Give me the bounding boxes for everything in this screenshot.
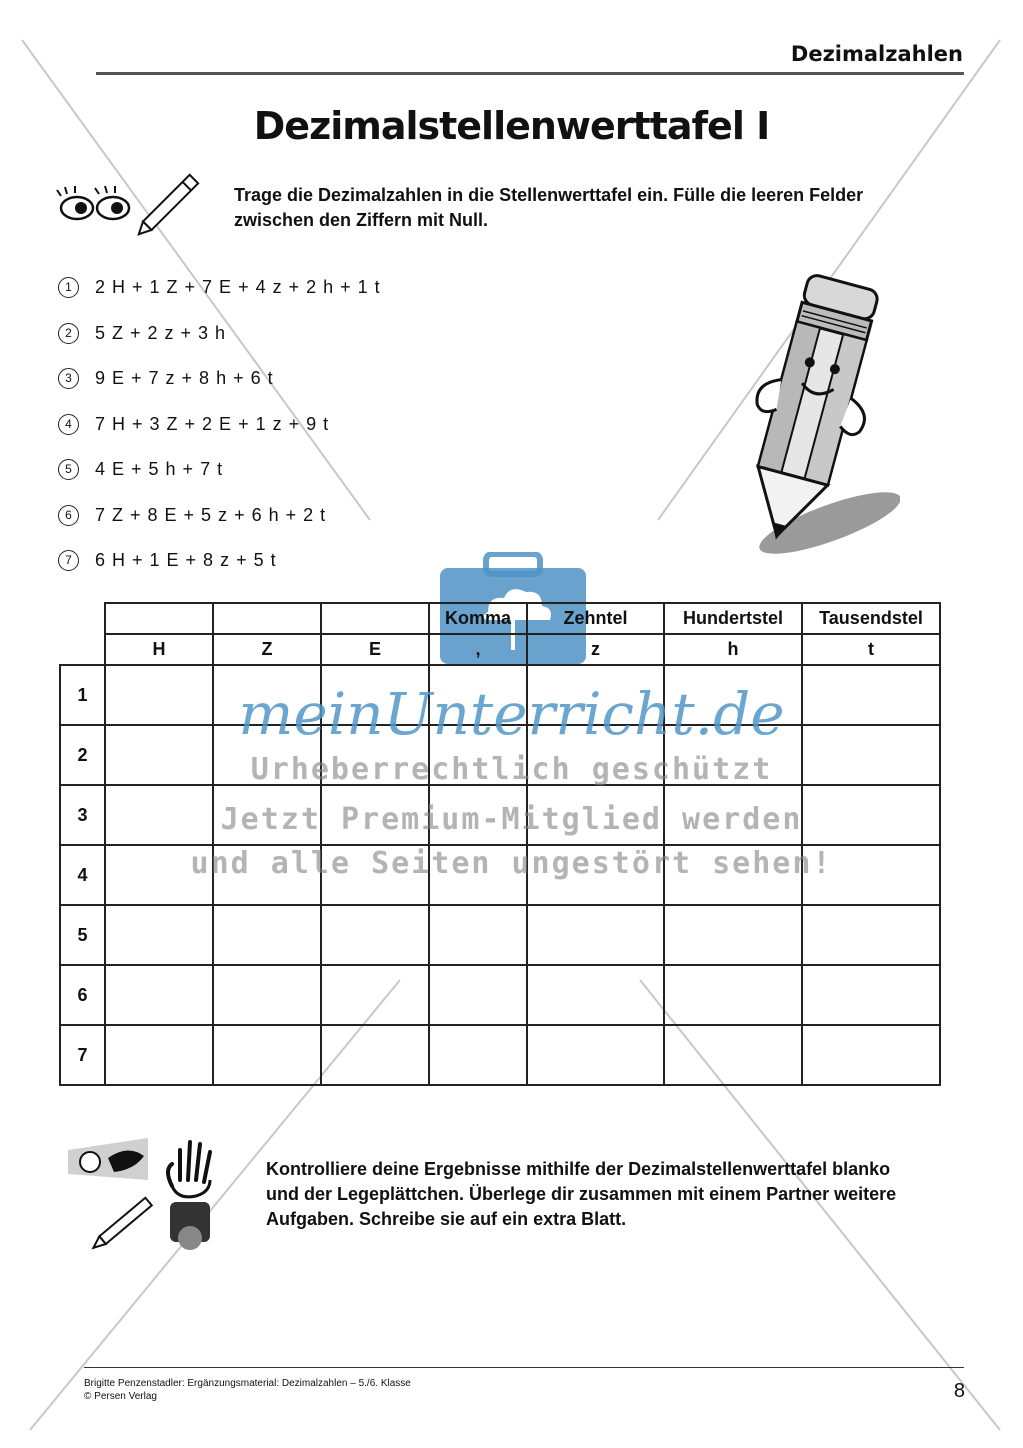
answer-cell[interactable] <box>321 1025 429 1085</box>
instruction-text-check: Kontrolliere deine Ergebnisse mithilfe der Dezimalstellenwerttafel blanko und der Legeplättchen. Überlege dir zusammen mit einem Partner weitere Aufgaben. Schreibe sie auf ein extra Blatt. <box>266 1159 897 1229</box>
row-label: 7 <box>60 1025 105 1085</box>
answer-cell[interactable] <box>429 725 527 785</box>
task-item <box>58 505 326 526</box>
column-header-cell: h <box>664 634 802 665</box>
answer-cell[interactable] <box>213 725 321 785</box>
task-number: 2 <box>58 323 79 344</box>
answer-cell[interactable] <box>527 965 664 1025</box>
table-row <box>60 785 940 845</box>
answer-cell[interactable] <box>429 665 527 725</box>
row-label: 1 <box>60 665 105 725</box>
pencil-character-illustration <box>720 268 900 558</box>
row-label: 2 <box>60 725 105 785</box>
answer-cell[interactable] <box>664 845 802 905</box>
watermark-copyright: Urheberrechtlich geschützt <box>250 752 773 787</box>
group-header-cell: Komma <box>429 603 527 634</box>
table-corner <box>60 634 105 665</box>
answer-cell[interactable] <box>527 905 664 965</box>
answer-cell[interactable] <box>429 1025 527 1085</box>
instruction-text: Trage die Dezimalzahlen in die Stellenwerttafel ein. Fülle die leeren Felder zwischen den Ziffern mit Null. <box>234 185 864 230</box>
column-header-cell: t <box>802 634 940 665</box>
group-header-cell: Hundertstel <box>664 603 802 634</box>
table-column-header-row <box>60 634 940 665</box>
column-header-cell: z <box>527 634 664 665</box>
task-number: 1 <box>58 277 79 298</box>
answer-cell[interactable] <box>321 845 429 905</box>
answer-cell[interactable] <box>664 905 802 965</box>
answer-cell[interactable] <box>213 665 321 725</box>
table-row <box>60 905 940 965</box>
page-number: 8 <box>953 1380 965 1402</box>
task-expression: 2 H + 1 Z + 7 E + 4 z + 2 h + 1 t <box>95 277 381 297</box>
task-item <box>58 277 381 298</box>
task-expression: 9 E + 7 z + 8 h + 6 t <box>95 368 274 388</box>
task-expression: 6 H + 1 E + 8 z + 5 t <box>95 550 277 570</box>
column-header-cell: , <box>429 634 527 665</box>
row-label: 4 <box>60 845 105 905</box>
task-number: 7 <box>58 550 79 571</box>
task-item <box>58 414 329 435</box>
answer-cell[interactable] <box>213 845 321 905</box>
row-label: 5 <box>60 905 105 965</box>
answer-cell[interactable] <box>802 1025 940 1085</box>
answer-cell[interactable] <box>105 725 213 785</box>
answer-cell[interactable] <box>802 845 940 905</box>
task-expression: 7 H + 3 Z + 2 E + 1 z + 9 t <box>95 414 330 434</box>
footer-publisher: © Persen Verlag <box>84 1391 157 1402</box>
watermark-brand: meinUnterricht.de <box>238 680 785 748</box>
answer-cell[interactable] <box>527 785 664 845</box>
watermark-see-pages: und alle Seiten ungestört sehen! <box>190 846 833 881</box>
answer-cell[interactable] <box>802 725 940 785</box>
watermark-premium: Jetzt Premium-Mitglied werden <box>220 802 803 837</box>
answer-cell[interactable] <box>321 665 429 725</box>
answer-cell[interactable] <box>321 905 429 965</box>
answer-cell[interactable] <box>213 1025 321 1085</box>
answer-cell[interactable] <box>664 785 802 845</box>
page-title: Dezimalstellenwerttafel I <box>253 104 770 148</box>
table-row <box>60 665 940 725</box>
table-group-header-row <box>60 603 940 634</box>
group-header-cell <box>213 603 321 634</box>
column-header-cell: Z <box>213 634 321 665</box>
table-row <box>60 845 940 905</box>
footer-divider <box>84 1367 964 1368</box>
header-divider <box>96 72 964 75</box>
answer-cell[interactable] <box>105 1025 213 1085</box>
answer-cell[interactable] <box>105 965 213 1025</box>
answer-cell[interactable] <box>105 785 213 845</box>
table-row <box>60 1025 940 1085</box>
answer-cell[interactable] <box>321 725 429 785</box>
group-header-cell <box>105 603 213 634</box>
answer-cell[interactable] <box>429 905 527 965</box>
group-header-cell <box>321 603 429 634</box>
answer-cell[interactable] <box>802 665 940 725</box>
answer-cell[interactable] <box>664 965 802 1025</box>
answer-cell[interactable] <box>527 725 664 785</box>
task-number: 6 <box>58 505 79 526</box>
answer-cell[interactable] <box>321 785 429 845</box>
group-header-cell: Zehntel <box>527 603 664 634</box>
footer-author: Brigitte Penzenstadler: Ergänzungsmaterial: Dezimalzahlen – 5./6. Klasse <box>84 1378 411 1389</box>
task-expression: 4 E + 5 h + 7 t <box>95 459 224 479</box>
answer-cell[interactable] <box>527 1025 664 1085</box>
header-label: Dezimalzahlen <box>790 42 963 66</box>
answer-cell[interactable] <box>105 845 213 905</box>
answer-cell[interactable] <box>105 665 213 725</box>
answer-cell[interactable] <box>802 965 940 1025</box>
answer-cell[interactable] <box>429 965 527 1025</box>
answer-cell[interactable] <box>105 905 213 965</box>
answer-cell[interactable] <box>213 905 321 965</box>
task-number: 4 <box>58 414 79 435</box>
row-label: 6 <box>60 965 105 1025</box>
task-item <box>58 459 223 480</box>
column-header-cell: H <box>105 634 213 665</box>
column-header-cell: E <box>321 634 429 665</box>
row-label: 3 <box>60 785 105 845</box>
place-value-table <box>59 602 941 1086</box>
table-corner <box>60 603 105 634</box>
answer-cell[interactable] <box>664 665 802 725</box>
answer-cell[interactable] <box>213 965 321 1025</box>
task-item <box>58 368 274 389</box>
answer-cell[interactable] <box>664 725 802 785</box>
table-row <box>60 965 940 1025</box>
answer-cell[interactable] <box>429 845 527 905</box>
answer-cell[interactable] <box>802 905 940 965</box>
answer-cell[interactable] <box>527 845 664 905</box>
answer-cell[interactable] <box>213 785 321 845</box>
eyes-pencil-icon <box>55 172 205 236</box>
table-row <box>60 725 940 785</box>
task-expression: 5 Z + 2 z + 3 h <box>95 323 227 343</box>
task-item <box>58 550 277 571</box>
answer-cell[interactable] <box>802 785 940 845</box>
answer-cell[interactable] <box>429 785 527 845</box>
partner-work-icon <box>68 1130 228 1250</box>
answer-cell[interactable] <box>664 1025 802 1085</box>
task-number: 5 <box>58 459 79 480</box>
answer-cell[interactable] <box>321 965 429 1025</box>
answer-cell[interactable] <box>527 665 664 725</box>
group-header-cell: Tausendstel <box>802 603 940 634</box>
task-item <box>58 323 226 344</box>
task-expression: 7 Z + 8 E + 5 z + 6 h + 2 t <box>95 505 327 525</box>
task-number: 3 <box>58 368 79 389</box>
